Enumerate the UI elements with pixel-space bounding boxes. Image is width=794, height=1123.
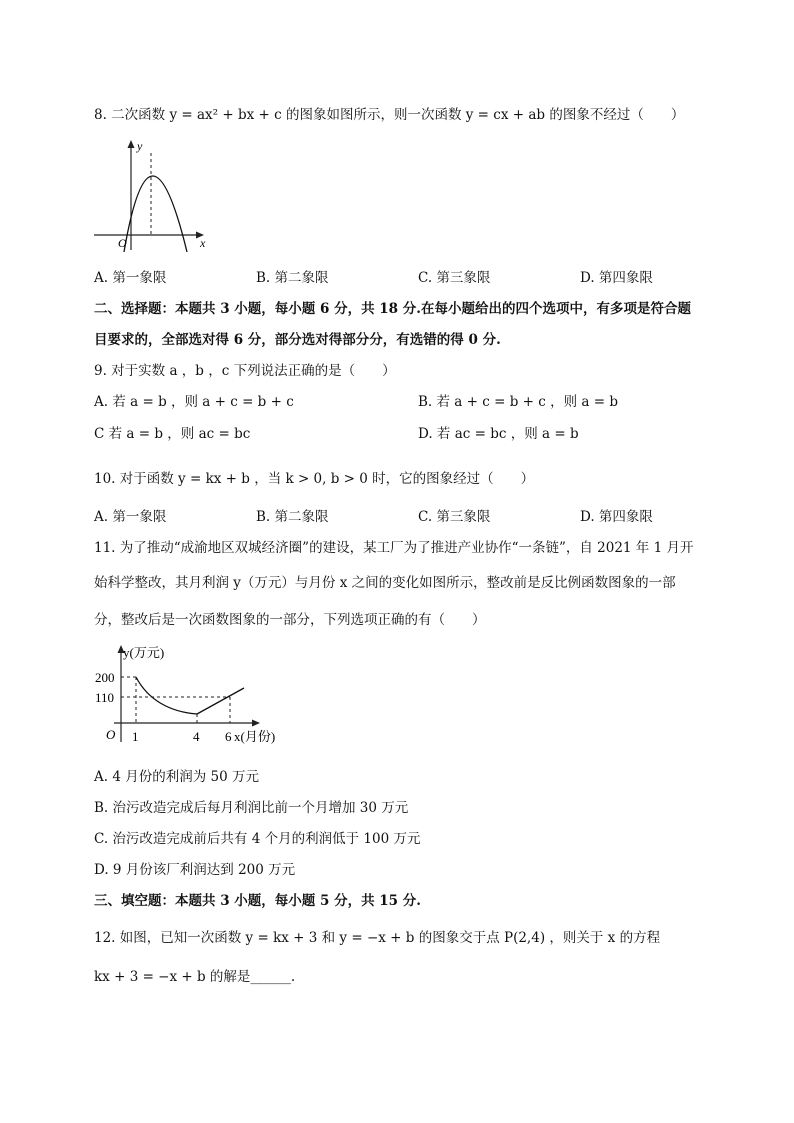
q9-stem: 9. 对于实数 a ，b ，c 下列说法正确的是（ ）	[94, 363, 396, 379]
q10-option-c: C. 第三象限	[418, 509, 491, 525]
q8-option-b: B. 第二象限	[256, 270, 329, 286]
q11-y-tick-110: 110	[95, 690, 115, 705]
q12-stem-line2: kx + 3 = −x + b 的解是______.	[94, 969, 296, 985]
q11-option-d: D. 9 月份该厂利润达到 200 万元	[94, 862, 296, 878]
q8-stem: 8. 二次函数 y = ax² + bx + c 的图象如图所示，则一次函数 y = cx + ab 的图象不经过（ ）	[94, 107, 685, 123]
q11-origin-label: O	[106, 727, 116, 742]
section2-line1: 二、选择题：本题共 3 小题，每小题 6 分，共 18 分.在每小题给出的四个选项中，有多项是符合题	[94, 301, 691, 317]
q9-option-b: B. 若 a + c = b + c ，则 a = b	[418, 394, 618, 410]
q11-option-c: C. 治污改造完成前后共有 4 个月的利润低于 100 万元	[94, 831, 421, 847]
q10-stem: 10. 对于函数 y = kx + b ，当 k > 0, b > 0 时，它的图象经过（ ）	[94, 471, 535, 487]
section3-header: 三、填空题：本题共 3 小题，每小题 5 分，共 15 分.	[94, 893, 421, 909]
q8-origin-label: O	[118, 236, 127, 250]
q8-parabola-graph	[92, 138, 222, 252]
q8-option-d: D. 第四象限	[580, 270, 653, 286]
q9-option-a: A. 若 a = b ，则 a + c = b + c	[94, 394, 294, 410]
q11-option-b: B. 治污改造完成后每月利润比前一个月增加 30 万元	[94, 800, 409, 816]
q11-x-tick-1: 1	[132, 729, 139, 744]
q10-option-a: A. 第一象限	[94, 509, 167, 525]
q9-option-d: D. 若 ac = bc ，则 a = b	[418, 426, 579, 442]
q8-y-label: y	[137, 139, 143, 153]
q11-x-label: x(月份)	[234, 729, 276, 744]
q8-option-c: C. 第三象限	[418, 270, 491, 286]
q11-profit-graph	[92, 642, 292, 750]
q11-stem-line1: 11. 为了推动“成渝地区双城经济圈”的建设，某工厂为了推进产业协作“一条链”，自 2021 年 1 月开	[94, 540, 694, 556]
q10-option-b: B. 第二象限	[256, 509, 329, 525]
q8-x-label: x	[200, 236, 206, 250]
q11-y-label: y(万元)	[123, 645, 165, 660]
q8-option-a: A. 第一象限	[94, 270, 167, 286]
section2-line2: 目要求的，全部选对得 6 分，部分选对得部分分，有选错的得 0 分.	[94, 332, 501, 348]
q11-y-tick-200: 200	[95, 670, 115, 685]
q11-stem-line3: 分，整改后是一次函数图象的一部分，下列选项正确的有（ ）	[94, 612, 486, 628]
q11-option-a: A. 4 月份的利润为 50 万元	[94, 769, 259, 785]
q10-option-d: D. 第四象限	[580, 509, 653, 525]
q9-option-c: C 若 a = b ，则 ac = bc	[94, 426, 251, 442]
q11-x-tick-4: 4	[193, 729, 200, 744]
q11-stem-line2: 始科学整改，其月利润 y（万元）与月份 x 之间的变化如图所示，整改前是反比例函数图象的一部	[94, 575, 676, 591]
q11-x-tick-6: 6	[225, 729, 232, 744]
q12-stem-line1: 12. 如图，已知一次函数 y = kx + 3 和 y = −x + b 的图象交于点 P(2,4) ，则关于 x 的方程	[94, 930, 661, 946]
